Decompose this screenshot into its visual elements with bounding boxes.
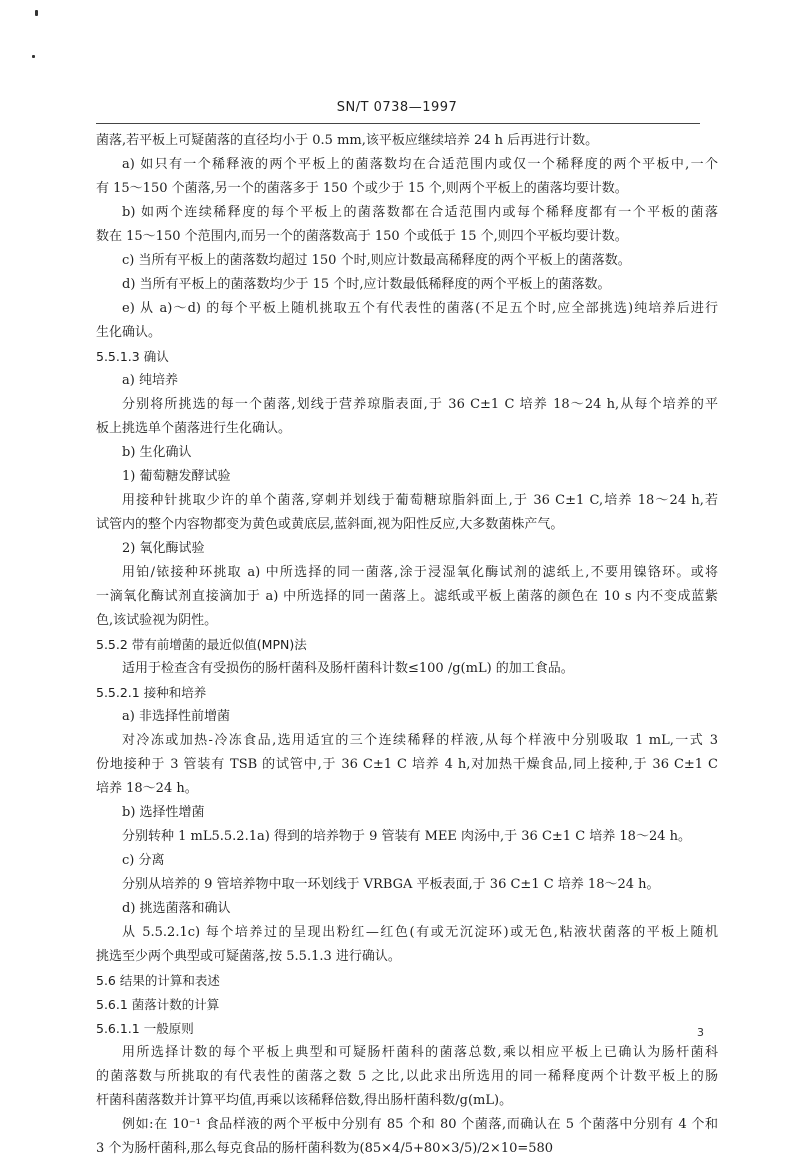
text-line: 杆菌科菌落数并计算平均值,再乘以该稀释倍数,得出肠杆菌科数/g(mL)。 — [96, 1093, 513, 1108]
section-heading: 5.6 结果的计算和表述 — [96, 973, 220, 988]
text-line: b) 生化确认 — [122, 445, 192, 460]
text-line: 对冷冻或加热-冷冻食品,选用适宜的三个连续稀释的样液,从每个样液中分别吸取 1 mL,一式 3 — [122, 733, 718, 748]
text-line: 适用于检查含有受损伤的肠杆菌科及肠杆菌科计数≤100 /g(mL) 的加工食品。 — [122, 661, 574, 676]
text-line: c) 分离 — [122, 853, 165, 868]
text-line: 份地接种于 3 管装有 TSB 的试管中,于 36 C±1 C 培养 4 h,对加热干燥食品,同上接种,于 36 C±1 C — [96, 757, 718, 772]
text-line: 色,该试验视为阴性。 — [96, 613, 218, 628]
text-line: 用所选择计数的每个平板上典型和可疑肠杆菌科的菌落总数,乘以相应平板上已确认为肠杆菌科 — [122, 1045, 718, 1060]
header-rule — [96, 123, 700, 124]
text-line: e) 从 a)～d) 的每个平板上随机挑取五个有代表性的菌落(不足五个时,应全部挑选)纯培养后进行 — [122, 301, 718, 316]
text-line: b) 如两个连续稀释度的每个平板上的菌落数都在合适范围内或每个稀释度都有一个平板的菌落 — [122, 205, 718, 220]
text-line: 数在 15～150 个范围内,而另一个的菌落数高于 150 个或低于 15 个,则四个平板均要计数。 — [96, 229, 628, 244]
text-line: 分别将所挑选的每一个菌落,划线于营养琼脂表面,于 36 C±1 C 培养 18～24 h,从每个培养的平 — [122, 397, 718, 412]
text-line: 分别转种 1 mL5.5.2.1a) 得到的培养物于 9 管装有 MEE 肉汤中,于 36 C±1 C 培养 18～24 h。 — [122, 829, 692, 844]
text-line: 培养 18～24 h。 — [96, 781, 198, 796]
text-line: 从 5.5.2.1c) 每个培养过的呈现出粉红—红色(有或无沉淀环)或无色,粘液状菌落的平板上随机 — [122, 925, 718, 940]
text-line: 生化确认。 — [96, 325, 162, 340]
text-line: a) 纯培养 — [122, 373, 178, 388]
text-line: 的菌落数与所挑取的有代表性的菌落之数 5 之比,以此求出所选用的同一稀释度两个计数平板上的肠 — [96, 1069, 718, 1084]
text-line: 分别从培养的 9 管培养物中取一环划线于 VRBGA 平板表面,于 36 C±1 C 培养 18～24 h。 — [122, 877, 660, 892]
text-line: 例如:在 10⁻¹ 食品样液的两个平板中分别有 85 个和 80 个菌落,而确认在 5 个菌落中分别有 4 个和 — [122, 1117, 718, 1132]
section-heading: 5.6.1.1 一般原则 — [96, 1021, 194, 1036]
section-heading: 5.5.2 带有前增菌的最近似值(MPN)法 — [96, 637, 307, 652]
text-line: 3 个为肠杆菌科,那么每克食品的肠杆菌科数为(85×4/5+80×3/5)/2×10=580 — [96, 1141, 554, 1156]
page-header-code: SN/T 0738—1997 — [336, 100, 458, 115]
text-line: 1) 葡萄糖发酵试验 — [122, 469, 231, 484]
text-line: 有 15～150 个菌落,另一个的菌落多于 150 个或少于 15 个,则两个平板上的菌落均要计数。 — [96, 181, 628, 196]
text-line: d) 当所有平板上的菌落数均少于 15 个时,应计数最低稀释度的两个平板上的菌落数。 — [122, 277, 611, 292]
scan-speck-mark — [35, 10, 38, 16]
text-line: d) 挑选菌落和确认 — [122, 901, 231, 916]
text-line: 一滴氧化酶试剂直接滴加于 a) 中所选择的同一菌落上。滤纸或平板上菌落的颜色在 10 s 内不变成蓝紫 — [96, 589, 718, 604]
scan-speck-mark — [32, 55, 35, 58]
page-number: 3 — [697, 1026, 704, 1039]
text-line: 2) 氧化酶试验 — [122, 541, 205, 556]
text-line: 菌落,若平板上可疑菌落的直径均小于 0.5 mm,该平板应继续培养 24 h 后再进行计数。 — [96, 133, 599, 148]
text-line: 板上挑选单个菌落进行生化确认。 — [96, 421, 292, 436]
section-heading: 5.6.1 菌落计数的计算 — [96, 997, 220, 1012]
document-body — [96, 129, 718, 1161]
text-line: a) 非选择性前增菌 — [122, 709, 230, 724]
text-line: a) 如只有一个稀释液的两个平板上的菌落数均在合适范围内或仅一个稀释度的两个平板中,一个 — [122, 157, 718, 172]
text-line: 试管内的整个内容物都变为黄色或黄底层,蓝斜面,视为阳性反应,大多数菌株产气。 — [96, 517, 564, 532]
section-heading: 5.5.2.1 接种和培养 — [96, 685, 207, 700]
text-line: b) 选择性增菌 — [122, 805, 205, 820]
text-line: c) 当所有平板上的菌落数均超过 150 个时,则应计数最高稀释度的两个平板上的菌落数。 — [122, 253, 631, 268]
text-line: 用接种针挑取少许的单个菌落,穿刺并划线于葡萄糖琼脂斜面上,于 36 C±1 C,培养 18～24 h,若 — [122, 493, 718, 508]
text-line: 用铂/铱接种环挑取 a) 中所选择的同一菌落,涂于浸湿氧化酶试剂的滤纸上,不要用镍铬环。或将 — [122, 565, 718, 580]
text-line: 挑选至少两个典型或可疑菌落,按 5.5.1.3 进行确认。 — [96, 949, 401, 964]
section-heading: 5.5.1.3 确认 — [96, 349, 169, 364]
